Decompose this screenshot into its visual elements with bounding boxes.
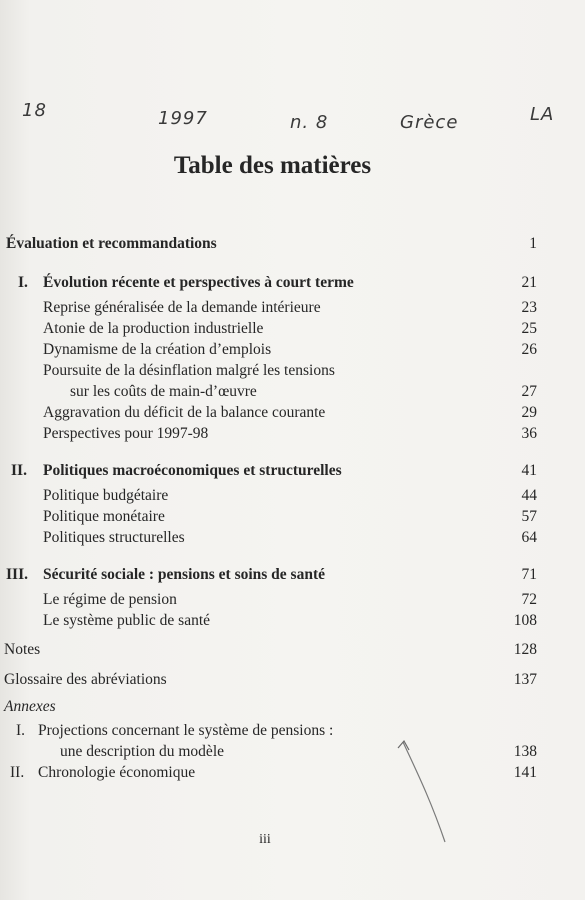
toc-entry	[0, 486, 585, 506]
toc-entry	[0, 340, 585, 360]
toc-entry	[0, 640, 585, 660]
toc-entry-page: 26	[521, 341, 537, 358]
toc-entry	[0, 528, 585, 548]
toc-entry-page: 25	[521, 320, 537, 337]
toc-entry-label: Perspectives pour 1997-98	[43, 425, 209, 442]
toc-entry-label: Le système public de santé	[43, 612, 211, 629]
toc-entry	[0, 697, 585, 717]
toc-entry-label: Dynamisme de la création d’emplois	[43, 341, 272, 358]
toc-entry	[0, 590, 585, 610]
toc-entry-label: Évaluation et recommandations	[6, 235, 217, 252]
toc-entry-page: 23	[521, 299, 537, 316]
toc-section-label: Annexes	[4, 698, 56, 715]
toc-entry-number: III.	[6, 566, 28, 583]
toc-entry-label: Politiques structurelles	[43, 529, 185, 546]
toc-entry	[0, 742, 585, 762]
toc-entry-label: Poursuite de la désinflation malgré les tensions	[43, 362, 335, 379]
toc-entry	[0, 565, 585, 585]
toc-entry	[0, 507, 585, 527]
toc-entry-label: Glossaire des abréviations	[4, 671, 167, 688]
toc-entry	[0, 382, 585, 402]
toc-entry-page: 29	[521, 404, 537, 421]
toc-entry-number: I.	[18, 274, 28, 291]
toc-entry-label: Sécurité sociale : pensions et soins de santé	[43, 566, 326, 583]
toc-entry	[0, 721, 585, 741]
toc-entry-page: 36	[521, 425, 537, 442]
toc-entry-label: Atonie de la production industrielle	[43, 320, 264, 337]
handwritten-note-2: 1997	[158, 108, 208, 129]
handwritten-note-5: LA	[530, 104, 555, 125]
handwritten-note-1: 18	[22, 100, 47, 121]
toc-entry-page: 1	[529, 235, 537, 252]
toc-entry-page: 72	[521, 591, 537, 608]
toc-entry	[0, 611, 585, 631]
page-number-footer: iii	[259, 832, 271, 847]
toc-entry-page: 21	[521, 274, 537, 291]
toc-entry-page: 44	[521, 487, 537, 504]
toc-entry-label: Notes	[4, 641, 41, 658]
toc-entry	[0, 298, 585, 318]
toc-entry-label: une description du modèle	[60, 743, 224, 760]
toc-entry	[0, 424, 585, 444]
toc-entry-label: Le régime de pension	[43, 591, 177, 608]
toc-entry-page: 108	[513, 612, 537, 629]
toc-entry	[0, 361, 585, 381]
page-title: Table des matières	[173, 152, 372, 179]
toc-entry-number: I.	[16, 722, 26, 739]
toc-entry-label: Reprise généralisée de la demande intérieure	[43, 299, 321, 316]
toc-entry-page: 128	[513, 641, 537, 658]
toc-entry-label: sur les coûts de main-d’œuvre	[70, 383, 257, 400]
toc-entry	[0, 461, 585, 481]
toc-entry-number: II.	[10, 764, 25, 781]
toc-entry-label: Projections concernant le système de pensions :	[38, 722, 334, 739]
toc-entry-label: Politique monétaire	[43, 508, 165, 525]
toc-entry-label: Chronologie économique	[38, 764, 196, 781]
toc-entry-page: 137	[513, 671, 537, 688]
toc-entry-page: 138	[513, 743, 537, 760]
handwritten-note-3: n. 8	[290, 112, 329, 133]
toc-entry	[0, 319, 585, 339]
toc-entry-number: II.	[11, 462, 27, 479]
toc-entry-label: Aggravation du déficit de la balance courante	[43, 404, 326, 421]
toc-entry-page: 57	[521, 508, 537, 525]
toc-entry	[0, 670, 585, 690]
toc-entry	[0, 403, 585, 423]
toc-entry-page: 141	[513, 764, 537, 781]
toc-entry	[0, 234, 585, 254]
handwritten-note-4: Grèce	[400, 112, 459, 133]
toc-entry	[0, 273, 585, 293]
toc-entry-page: 71	[521, 566, 537, 583]
toc-entry-page: 64	[521, 529, 537, 546]
toc-entry-page: 27	[521, 383, 537, 400]
toc-entry-page: 41	[521, 462, 537, 479]
toc-entry-label: Évolution récente et perspectives à court terme	[43, 274, 354, 291]
toc-entry-label: Politique budgétaire	[43, 487, 169, 504]
toc-entry-label: Politiques macroéconomiques et structurelles	[43, 462, 342, 479]
toc-entry	[0, 763, 585, 783]
